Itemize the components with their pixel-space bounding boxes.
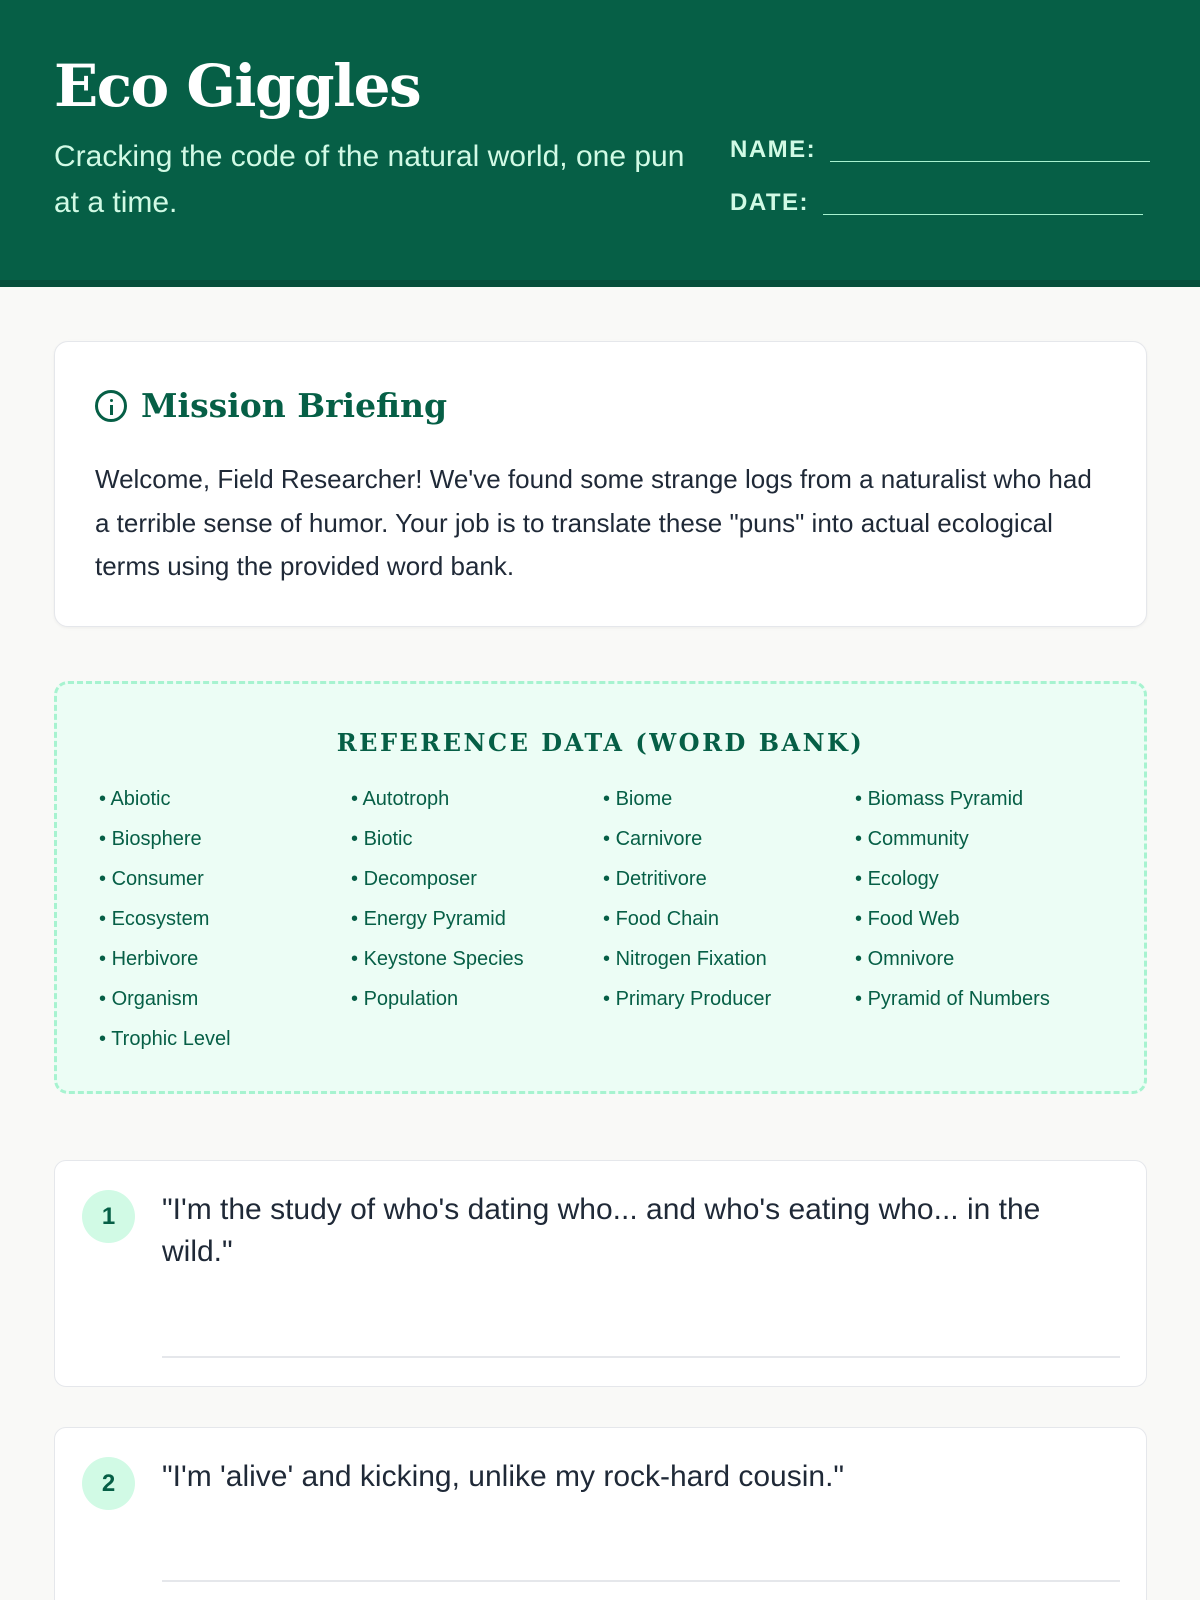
word-bank-item: • Population <box>351 979 603 1019</box>
page-subtitle: Cracking the code of the natural world, one pun at a time. <box>54 140 685 219</box>
word-bank-item: • Community <box>855 819 1107 859</box>
word-bank-item: • Trophic Level <box>99 1019 351 1059</box>
word-bank-item: • Herbivore <box>99 939 351 979</box>
word-bank-item: • Keystone Species <box>351 939 603 979</box>
word-bank-item: • Ecosystem <box>99 899 351 939</box>
word-bank-item: • Pyramid of Numbers <box>855 979 1107 1019</box>
word-bank-item: • Abiotic <box>99 779 351 819</box>
info-icon <box>95 390 127 422</box>
word-bank-title: REFERENCE DATA (WORD BANK) <box>336 728 865 757</box>
word-bank <box>54 681 1147 1094</box>
question-card <box>54 1427 1147 1600</box>
name-input-line[interactable] <box>830 161 1150 163</box>
briefing-text: Welcome, Field Researcher! We've found some strange logs from a naturalist who had a terrible sense of humor. Your job is to translate these "puns" into actual ecological terms using the provided word bank. <box>95 464 1092 581</box>
word-bank-item: • Organism <box>99 979 351 1019</box>
name-field <box>730 136 1150 164</box>
word-bank-item: • Food Web <box>855 899 1107 939</box>
mission-briefing-card <box>54 341 1147 627</box>
date-label: DATE: <box>730 189 810 216</box>
answer-line[interactable] <box>162 1580 1120 1582</box>
briefing-heading <box>95 386 447 425</box>
word-bank-item: • Biome <box>603 779 855 819</box>
date-input-line[interactable] <box>823 214 1143 216</box>
date-field <box>730 189 1143 217</box>
word-bank-item: • Carnivore <box>603 819 855 859</box>
word-bank-item: • Biomass Pyramid <box>855 779 1107 819</box>
worksheet-header <box>0 0 1200 287</box>
word-bank-item: • Biosphere <box>99 819 351 859</box>
name-label: NAME: <box>730 136 817 163</box>
question-text: "I'm 'alive' and kicking, unlike my rock-hard cousin." <box>162 1460 845 1493</box>
word-bank-item: • Omnivore <box>855 939 1107 979</box>
word-bank-item: • Consumer <box>99 859 351 899</box>
question-number-badge: 2 <box>82 1457 135 1510</box>
question-card <box>54 1160 1147 1387</box>
word-bank-list <box>99 779 1109 1059</box>
answer-line[interactable] <box>162 1356 1120 1358</box>
question-text: "I'm the study of who's dating who... and who's eating who... in the wild." <box>162 1193 1041 1268</box>
page-title: Eco Giggles <box>54 52 421 120</box>
word-bank-item: • Decomposer <box>351 859 603 899</box>
word-bank-item: • Nitrogen Fixation <box>603 939 855 979</box>
word-bank-item: • Primary Producer <box>603 979 855 1019</box>
word-bank-item: • Energy Pyramid <box>351 899 603 939</box>
word-bank-item: • Food Chain <box>603 899 855 939</box>
question-number-badge: 1 <box>82 1190 135 1243</box>
word-bank-item: • Detritivore <box>603 859 855 899</box>
word-bank-item: • Ecology <box>855 859 1107 899</box>
word-bank-item: • Biotic <box>351 819 603 859</box>
word-bank-item: • Autotroph <box>351 779 603 819</box>
briefing-title: Mission Briefing <box>141 386 448 425</box>
